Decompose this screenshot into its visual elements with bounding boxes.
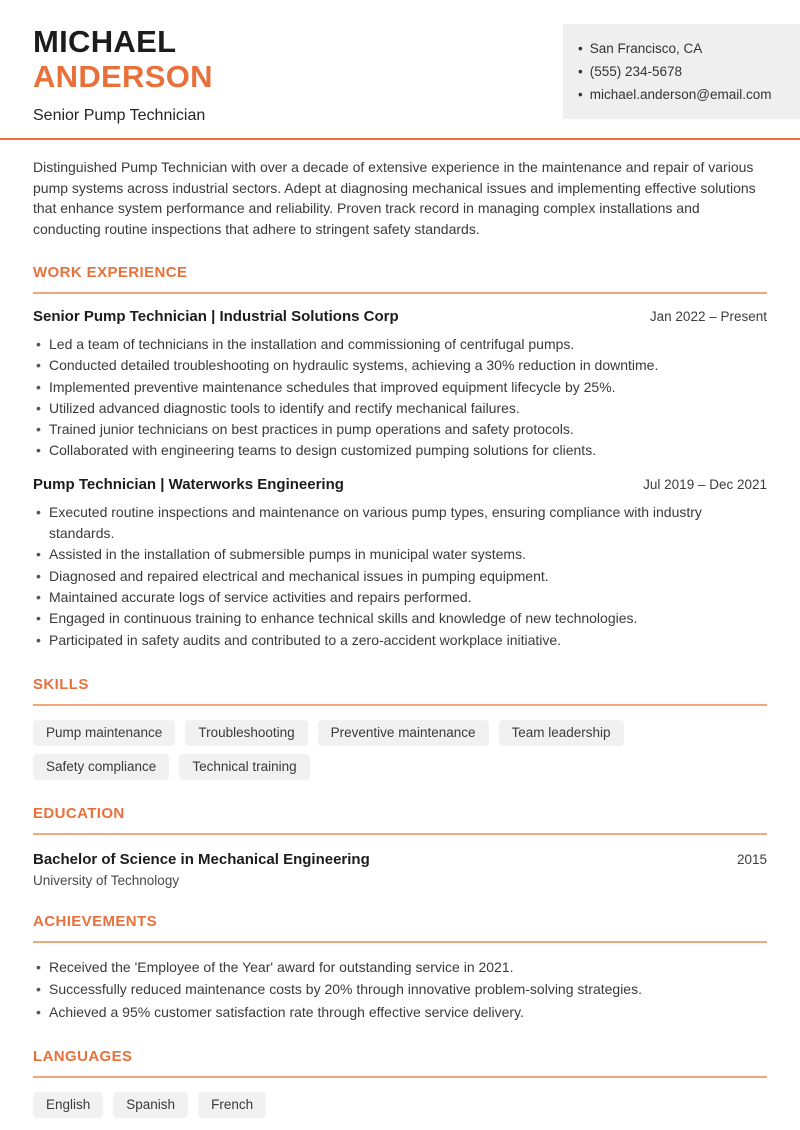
bullet-item: • Engaged in continuous training to enhance technical skills and knowledge of new technologies. — [33, 608, 767, 629]
education-entry-header — [33, 851, 767, 868]
bullet-item: • Successfully reduced maintenance costs by 20% through innovative problem-solving strategies. — [33, 978, 767, 1001]
achievements-bullet-list — [33, 956, 767, 1024]
education-heading: EDUCATION — [33, 805, 767, 835]
education-entry — [33, 851, 767, 888]
skill-chip: Technical training — [179, 754, 309, 780]
skill-chip: Pump maintenance — [33, 720, 175, 746]
skill-chip: Team leadership — [499, 720, 624, 746]
job-dates: Jul 2019 – Dec 2021 — [643, 476, 767, 492]
job-entry — [33, 308, 767, 462]
bullet-item: • Received the 'Employee of the Year' award for outstanding service in 2021. — [33, 956, 767, 979]
degree-title: Bachelor of Science in Mechanical Engineering — [33, 850, 370, 868]
skill-chip: Troubleshooting — [185, 720, 307, 746]
skill-chip: Safety compliance — [33, 754, 169, 780]
job-header — [33, 308, 767, 325]
bullet-item: • Utilized advanced diagnostic tools to identify and rectify mechanical failures. — [33, 398, 767, 419]
bullet-item: • Achieved a 95% customer satisfaction rate through effective service delivery. — [33, 1001, 767, 1024]
language-chip: Spanish — [113, 1092, 188, 1118]
section-education — [33, 805, 767, 888]
skills-chip-list — [33, 720, 767, 780]
job-header — [33, 476, 767, 493]
bullet-item: • Implemented preventive maintenance schedules that improved equipment lifecycle by 25%. — [33, 377, 767, 398]
headline: Senior Pump Technician — [33, 107, 206, 124]
languages-heading: LANGUAGES — [33, 1048, 767, 1078]
resume-body — [0, 157, 800, 1118]
contact-box — [563, 24, 800, 119]
contact-item: • (555) 234-5678 — [578, 60, 784, 83]
skills-heading: SKILLS — [33, 676, 767, 706]
languages-chip-list — [33, 1092, 767, 1118]
contact-item: • michael.anderson@email.com — [578, 83, 784, 106]
job-title: Pump Technician | Waterworks Engineering — [33, 475, 344, 493]
bullet-item: • Diagnosed and repaired electrical and mechanical issues in pumping equipment. — [33, 566, 767, 587]
bullet-item: • Assisted in the installation of submersible pumps in municipal water systems. — [33, 544, 767, 565]
first-name: MICHAEL — [33, 24, 177, 59]
work-experience-heading: WORK EXPERIENCE — [33, 264, 767, 294]
contact-list — [578, 37, 784, 106]
skill-chip: Preventive maintenance — [318, 720, 489, 746]
bullet-item: • Executed routine inspections and maintenance on various pump types, ensuring compliance with industry standards. — [33, 502, 767, 545]
section-languages — [33, 1048, 767, 1118]
section-achievements — [33, 913, 767, 1024]
job-dates: Jan 2022 – Present — [649, 309, 767, 324]
bullet-item: • Led a team of technicians in the installation and commissioning of centrifugal pumps. — [33, 334, 767, 355]
bullet-item: • Participated in safety audits and contributed to a zero-accident workplace initiative. — [33, 630, 767, 651]
job-bullet-list — [33, 502, 767, 651]
summary-paragraph: Distinguished Pump Technician with over a decade of extensive experience in the maintenance and repair of various pump systems across industrial sectors. Adept at diagnosing mechanical issues and implementing effective solutions that enhance system performance and reliability. Proven track record in managing complex installations and conducting routine inspections that adhere to stringent safety standards. — [33, 159, 756, 237]
bullet-item: • Conducted detailed troubleshooting on hydraulic systems, achieving a 30% reduction in downtime. — [33, 355, 767, 376]
language-chip: English — [33, 1092, 103, 1118]
name-block — [33, 24, 213, 125]
resume-header — [0, 0, 800, 125]
job-entry — [33, 476, 767, 651]
language-chip: French — [198, 1092, 266, 1118]
section-skills — [33, 676, 767, 780]
achievements-heading: ACHIEVEMENTS — [33, 913, 767, 943]
bullet-item: • Collaborated with engineering teams to design customized pumping solutions for clients. — [33, 440, 767, 461]
section-work-experience — [33, 264, 767, 651]
bullet-item: • Trained junior technicians on best practices in pump operations and safety protocols. — [33, 419, 767, 440]
job-title: Senior Pump Technician | Industrial Solutions Corp — [33, 308, 399, 325]
header-divider — [0, 138, 800, 140]
school-name: University of Technology — [33, 872, 180, 888]
graduation-year: 2015 — [736, 851, 767, 867]
last-name: ANDERSON — [33, 59, 213, 94]
bullet-item: • Maintained accurate logs of service activities and repairs performed. — [33, 587, 767, 608]
contact-item: • San Francisco, CA — [578, 37, 784, 60]
job-bullet-list — [33, 334, 767, 462]
